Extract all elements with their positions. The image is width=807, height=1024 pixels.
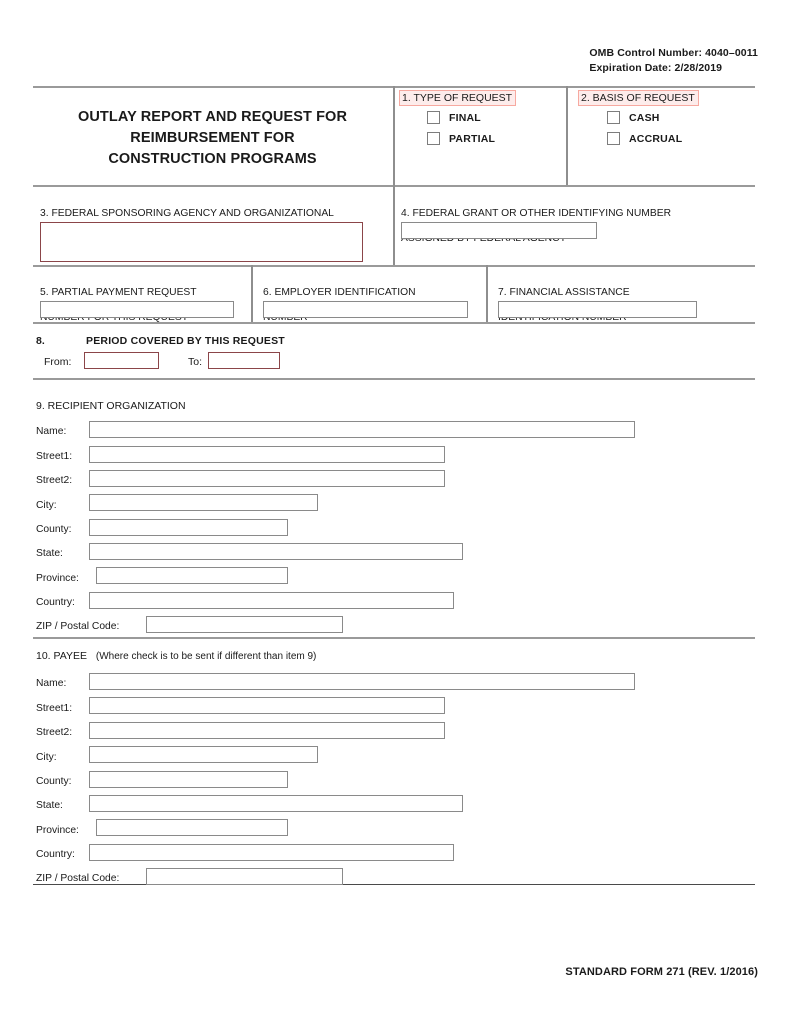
form-footer: STANDARD FORM 271 (REV. 1/2016) <box>565 966 758 978</box>
item5-partial-payment-number-input[interactable] <box>40 301 234 318</box>
item10-name-input[interactable] <box>89 673 635 690</box>
item9-province-label: Province: <box>36 573 79 584</box>
item9-province-input[interactable] <box>96 567 288 584</box>
item2-heading: 2. BASIS OF REQUEST <box>578 90 699 106</box>
item9-street2-label: Street2: <box>36 475 73 486</box>
checkbox-accrual[interactable] <box>607 132 620 145</box>
checkbox-partial-label: PARTIAL <box>449 132 496 145</box>
item10-street2-input[interactable] <box>89 722 445 739</box>
rule-below-item-9 <box>33 637 755 639</box>
item4-grant-number-input[interactable] <box>401 222 597 239</box>
item9-street1-label: Street1: <box>36 451 73 462</box>
item9-country-label: Country: <box>36 597 75 608</box>
item9-city-label: City: <box>36 500 57 511</box>
title-line-3: CONSTRUCTION PROGRAMS <box>108 151 317 167</box>
item4-caption-line-1: 4. FEDERAL GRANT OR OTHER IDENTIFYING NUMBER <box>401 207 672 219</box>
page-title <box>40 107 385 170</box>
checkbox-partial[interactable] <box>427 132 440 145</box>
vrule-items-3-4 <box>393 185 395 265</box>
checkbox-final-label: FINAL <box>449 111 481 124</box>
item10-city-input[interactable] <box>89 746 318 763</box>
checkbox-cash-label: CASH <box>629 111 660 124</box>
item2-option-cash[interactable] <box>607 111 660 124</box>
item1-heading: 1. TYPE OF REQUEST <box>399 90 516 106</box>
item9-city-input[interactable] <box>89 494 318 511</box>
item10-county-input[interactable] <box>89 771 288 788</box>
item6-caption-line-1: 6. EMPLOYER IDENTIFICATION <box>263 286 416 298</box>
item8-heading: PERIOD COVERED BY THIS REQUEST <box>86 335 285 347</box>
item10-zip-input[interactable] <box>146 868 343 885</box>
item8-from-label: From: <box>44 356 72 368</box>
checkbox-cash[interactable] <box>607 111 620 124</box>
item8-from-input[interactable] <box>84 352 159 369</box>
item9-county-input[interactable] <box>89 519 288 536</box>
item8-number: 8. <box>36 335 45 347</box>
item10-city-label: City: <box>36 752 57 763</box>
title-line-2: REIMBURSEMENT FOR <box>130 130 295 146</box>
item9-heading: 9. RECIPIENT ORGANIZATION <box>36 400 186 412</box>
item3-agency-input[interactable] <box>40 222 363 262</box>
item8-to-label: To: <box>188 356 203 368</box>
item8-to-input[interactable] <box>208 352 280 369</box>
item1-option-final[interactable] <box>427 111 481 124</box>
checkbox-final[interactable] <box>427 111 440 124</box>
omb-expiration-date: Expiration Date: 2/28/2019 <box>589 62 723 74</box>
item1-option-partial[interactable] <box>427 132 495 145</box>
item9-zip-input[interactable] <box>146 616 343 633</box>
vrule-items-5-6 <box>251 265 253 322</box>
rule-below-items-3-4 <box>33 265 755 267</box>
vrule-items-6-7 <box>486 265 488 322</box>
item10-street2-label: Street2: <box>36 727 73 738</box>
item9-zip-label: ZIP / Postal Code: <box>36 621 120 632</box>
item10-state-label: State: <box>36 800 63 811</box>
item10-street1-label: Street1: <box>36 703 73 714</box>
item9-state-input[interactable] <box>89 543 463 560</box>
rule-below-item-8 <box>33 378 755 380</box>
item5-caption-line-1: 5. PARTIAL PAYMENT REQUEST <box>40 286 197 298</box>
item10-name-label: Name: <box>36 678 67 689</box>
item2-option-accrual[interactable] <box>607 132 682 145</box>
item9-state-label: State: <box>36 548 63 559</box>
item10-zip-label: ZIP / Postal Code: <box>36 873 120 884</box>
item10-street1-input[interactable] <box>89 697 445 714</box>
item9-country-input[interactable] <box>89 592 454 609</box>
item10-heading-main: 10. PAYEE <box>36 650 87 662</box>
title-line-1: OUTLAY REPORT AND REQUEST FOR <box>77 109 348 125</box>
item10-state-input[interactable] <box>89 795 463 812</box>
item10-heading <box>36 650 316 662</box>
item10-country-label: Country: <box>36 849 75 860</box>
item10-country-input[interactable] <box>89 844 454 861</box>
omb-control-number: OMB Control Number: 4040–0011 <box>589 47 758 59</box>
item9-county-label: County: <box>36 524 72 535</box>
item10-province-label: Province: <box>36 825 79 836</box>
item9-name-label: Name: <box>36 426 67 437</box>
item3-caption-line-1: 3. FEDERAL SPONSORING AGENCY AND ORGANIZATIONAL <box>40 207 334 219</box>
item9-street1-input[interactable] <box>89 446 445 463</box>
item7-financial-assistance-id-input[interactable] <box>498 301 697 318</box>
rule-below-item-10 <box>33 884 755 885</box>
checkbox-accrual-label: ACCRUAL <box>629 132 683 145</box>
vrule-header-left <box>393 86 395 185</box>
item9-name-input[interactable] <box>89 421 635 438</box>
vrule-header-mid <box>566 86 568 185</box>
item9-street2-input[interactable] <box>89 470 445 487</box>
item10-county-label: County: <box>36 776 72 787</box>
item10-heading-note: (Where check is to be sent if different than item 9) <box>95 651 317 662</box>
item10-province-input[interactable] <box>96 819 288 836</box>
item6-ein-input[interactable] <box>263 301 468 318</box>
item7-caption-line-1: 7. FINANCIAL ASSISTANCE <box>498 286 630 298</box>
omb-header <box>589 46 758 76</box>
